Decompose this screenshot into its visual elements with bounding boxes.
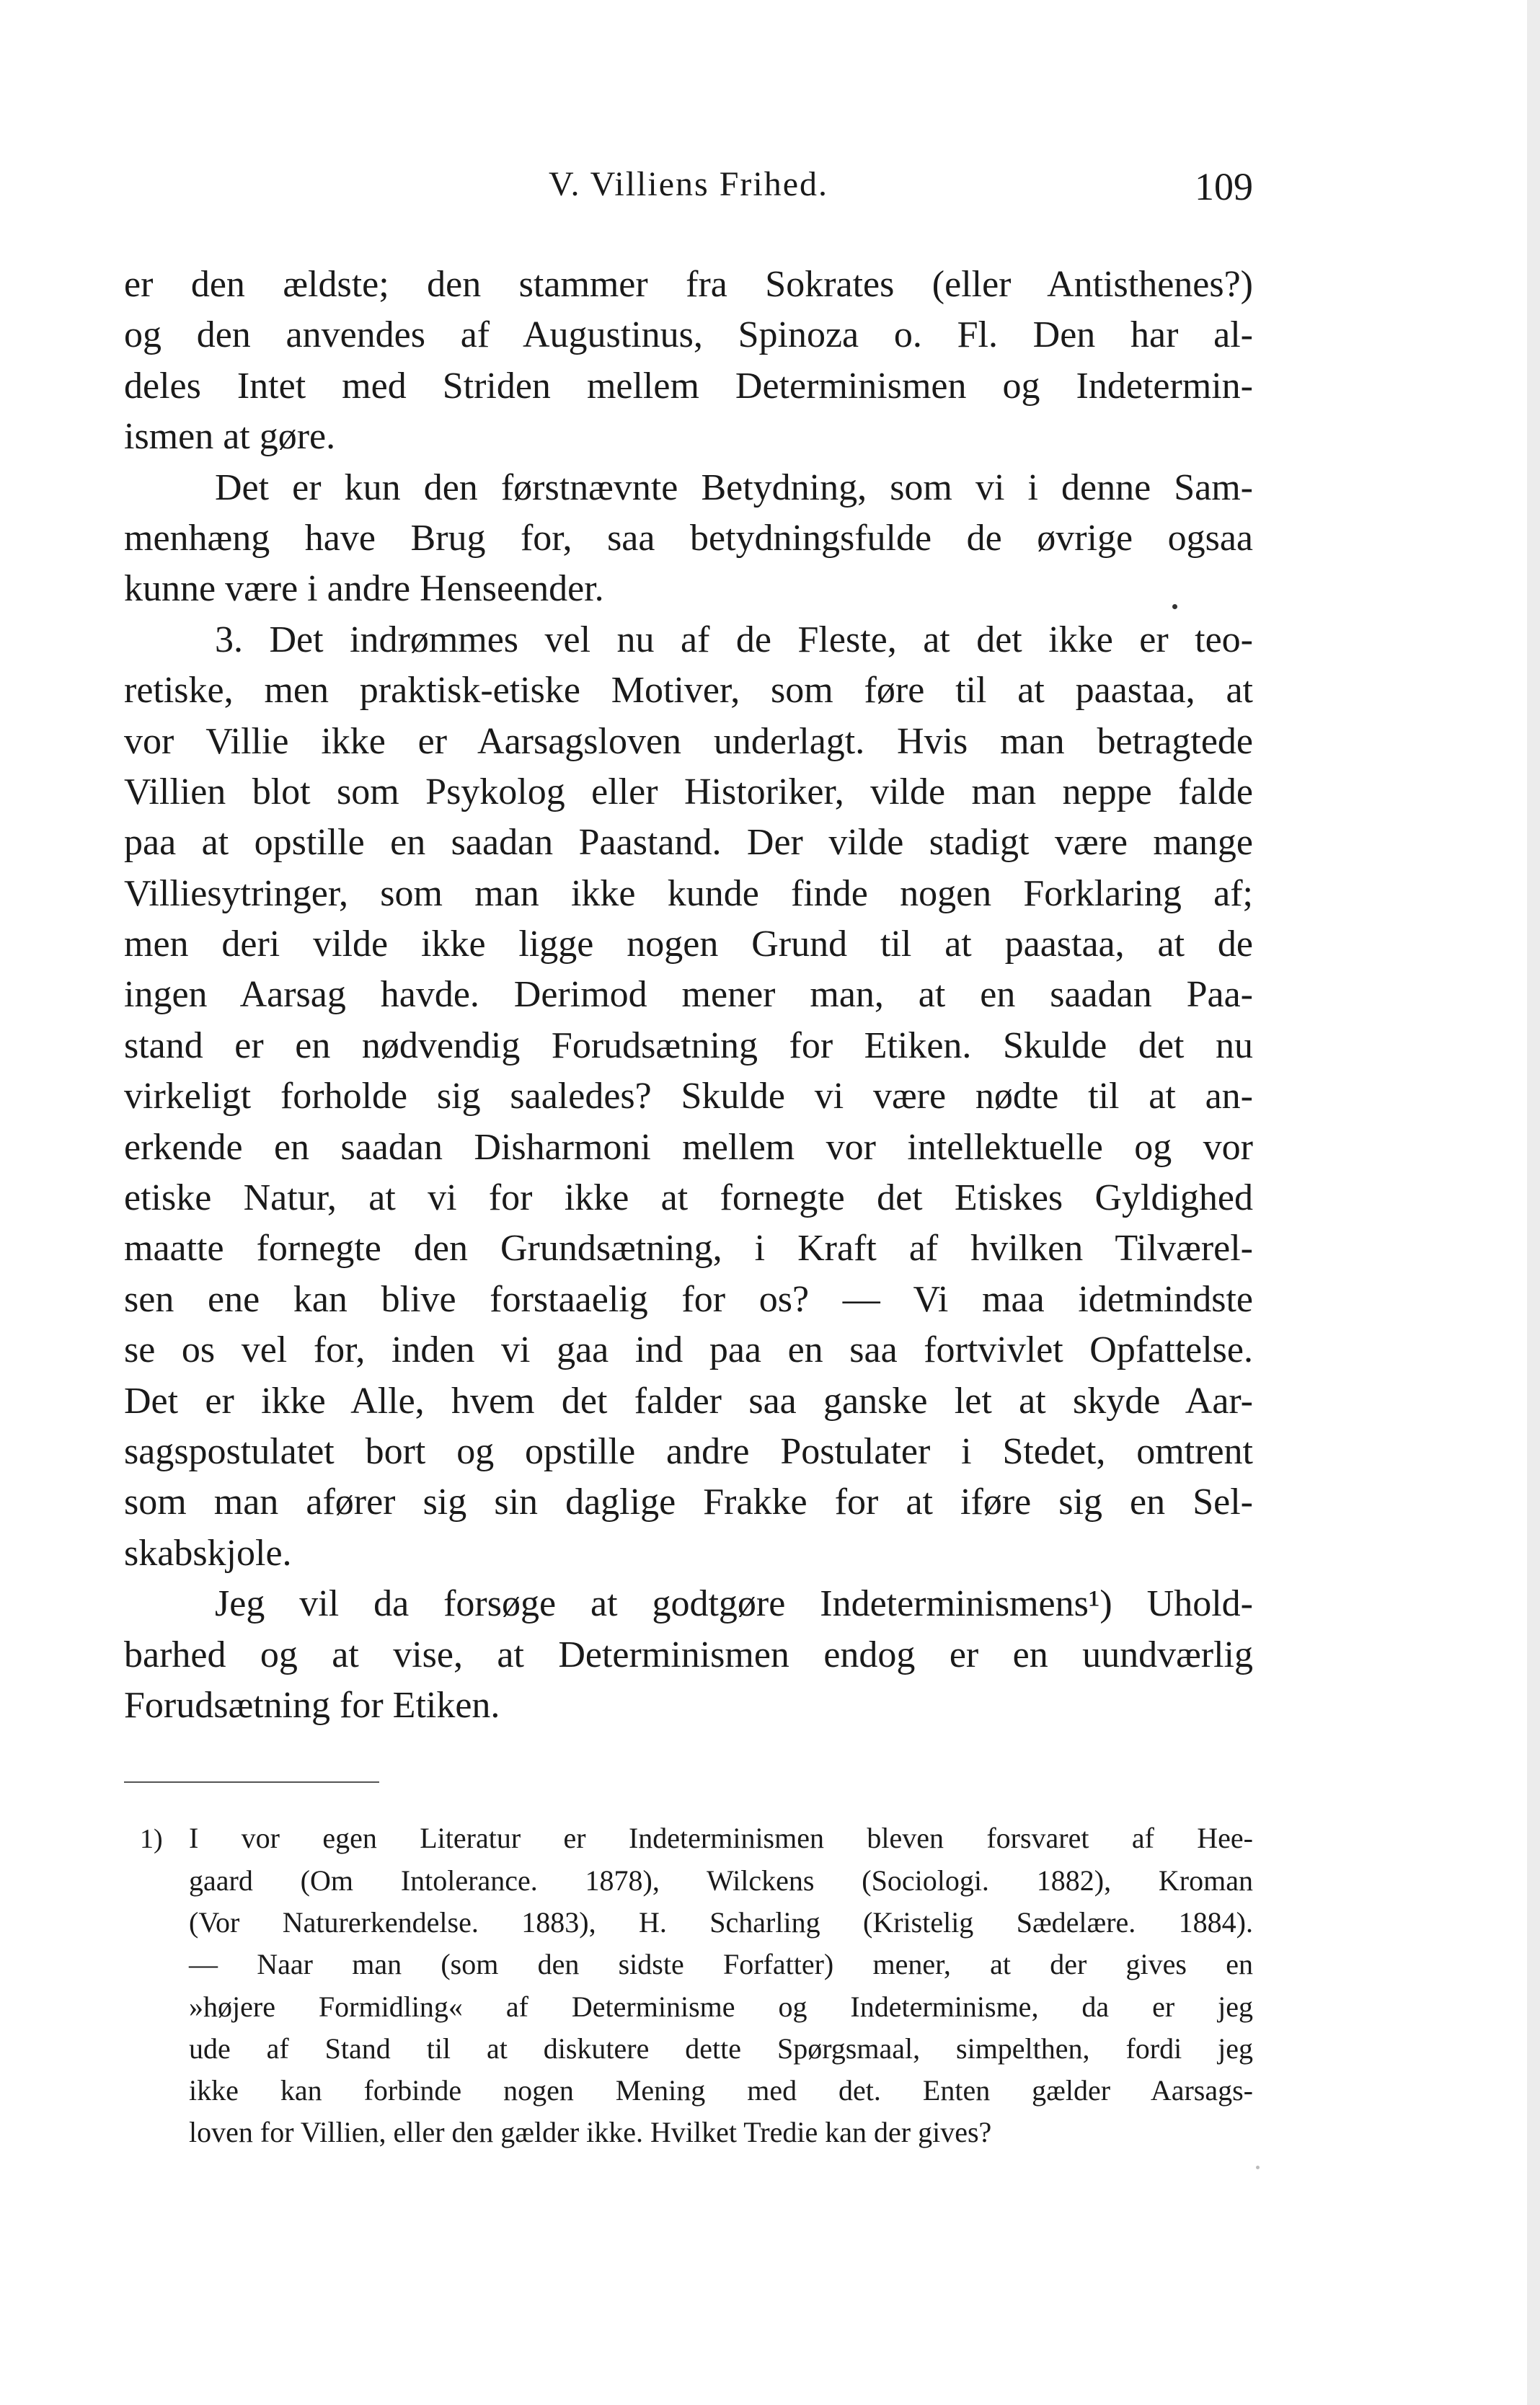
text-line: deles Intet med Striden mellem Determinismen og Indetermin-: [124, 365, 1253, 407]
footnote-line: — Naar man (som den sidste Forfatter) mener, at der gives en: [189, 1948, 1253, 1981]
text-line: barhed og at vise, at Determinismen endog er en uundværlig: [124, 1634, 1253, 1675]
ink-speck: [1256, 2166, 1260, 2169]
text-line: men deri vilde ikke ligge nogen Grund til at paastaa, at de: [124, 924, 1253, 965]
text-line: paa at opstille en saadan Paastand. Der vilde stadigt være mange: [124, 822, 1253, 864]
text-line: maatte fornegte den Grundsætning, i Kraft af hvilken Tilværel-: [124, 1228, 1253, 1270]
chapter-title: V. Villiens Frihed.: [548, 165, 829, 203]
text-line: Jeg vil da forsøge at godtgøre Indeterminismens¹) Uhold-: [215, 1583, 1253, 1625]
text-line: Det er kun den førstnævnte Betydning, som vi i denne Sam-: [215, 466, 1253, 508]
text-line: menhæng have Brug for, saa betydningsfulde de øvrige ogsaa: [124, 517, 1253, 559]
text-line: sen ene kan blive forstaaelig for os? — Vi maa idetmindste: [124, 1278, 1253, 1320]
book-page: [124, 164, 1253, 2154]
text-line: skabskjole.: [124, 1532, 292, 1574]
page-number: 109: [1195, 165, 1253, 208]
text-line: vor Villie ikke er Aarsagsloven underlagt. Hvis man betragtede: [124, 720, 1253, 762]
text-line: ingen Aarsag havde. Derimod mener man, at en saadan Paa-: [124, 974, 1253, 1016]
text-line: retiske, men praktisk-etiske Motiver, som føre til at paastaa, at: [124, 670, 1253, 712]
text-line: og den anvendes af Augustinus, Spinoza o. Fl. Den har al-: [124, 314, 1253, 356]
text-line: erkende en saadan Disharmoni mellem vor intellektuelle og vor: [124, 1126, 1253, 1168]
footnote-rule: [124, 1781, 379, 1783]
footnote-line: ikke kan forbinde nogen Mening med det. Enten gælder Aarsags-: [189, 2074, 1253, 2107]
text-line: Det er ikke Alle, hvem det falder saa ganske let at skyde Aar-: [124, 1380, 1253, 1422]
footnote-line: ude af Stand til at diskutere dette Spørgsmaal, simpelthen, fordi jeg: [189, 2032, 1253, 2065]
text-line: er den ældste; den stammer fra Sokrates (eller Antisthenes?): [124, 264, 1253, 305]
footnote-marker: 1): [140, 1824, 163, 1855]
text-line: stand er en nødvendig Forudsætning for Etiken. Skulde det nu: [124, 1024, 1253, 1066]
text-line: ismen at gøre.: [124, 416, 336, 458]
running-head: [124, 164, 1253, 215]
footnote-line: loven for Villien, eller den gælder ikke. Hvilket Tredie kan der gives?: [189, 2116, 992, 2149]
text-line: se os vel for, inden vi gaa ind paa en saa fortvivlet Opfattelse.: [124, 1329, 1253, 1371]
text-line: sagspostulatet bort og opstille andre Postulater i Stedet, omtrent: [124, 1430, 1253, 1472]
text-line: Villien blot som Psykolog eller Historiker, vilde man neppe falde: [124, 771, 1253, 812]
footnote-line: gaard (Om Intolerance. 1878), Wilckens (Sociologi. 1882), Kroman: [189, 1864, 1253, 1897]
text-line: 3. Det indrømmes vel nu af de Fleste, at det ikke er teo-: [215, 619, 1253, 660]
footnote: [124, 1817, 1253, 2153]
text-line: virkeligt forholde sig saaledes? Skulde vi være nødte til at an-: [124, 1076, 1253, 1117]
text-line: Villiesytringer, som man ikke kunde finde nogen Forklaring af;: [124, 872, 1253, 914]
footnote-line: »højere Formidling« af Determinisme og Indeterminisme, da er jeg: [189, 1990, 1253, 2023]
footnote-line: (Vor Naturerkendelse. 1883), H. Scharling (Kristelig Sædelære. 1884).: [189, 1905, 1253, 1939]
body-text: [124, 260, 1253, 1731]
scan-edge: [1527, 0, 1540, 2405]
text-line: Forudsætning for Etiken.: [124, 1684, 500, 1726]
footnote-line: [124, 1817, 1253, 1859]
text-line: kunne være i andre Henseender.: [124, 568, 604, 610]
text-line: etiske Natur, at vi for ikke at fornegte det Etiskes Gyldighed: [124, 1177, 1253, 1219]
text-line: som man afører sig sin daglige Frakke for at iføre sig en Sel-: [124, 1481, 1253, 1523]
footnote-text: I vor egen Literatur er Indeterminismen bleven forsvaret af Hee-: [189, 1822, 1253, 1855]
ink-speck: [1172, 604, 1177, 609]
